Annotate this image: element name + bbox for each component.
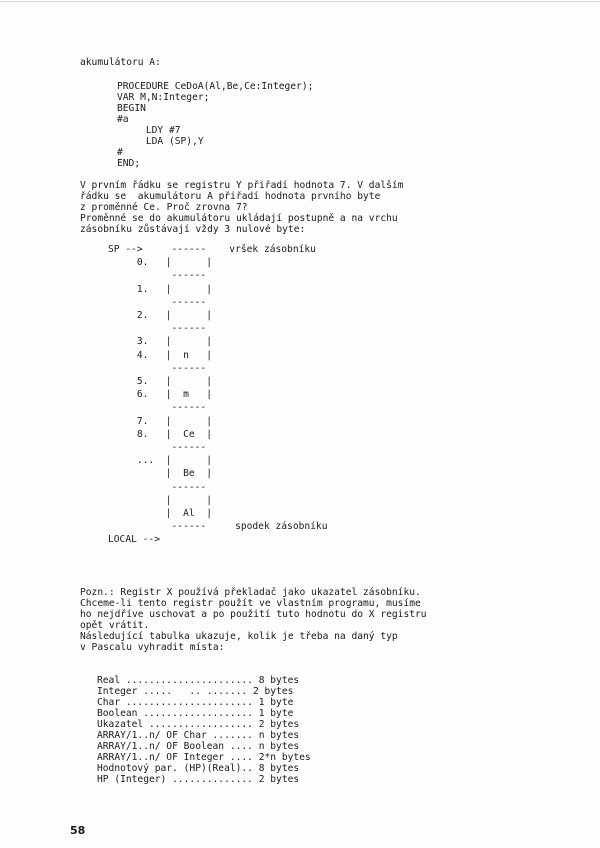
stack-line: 7. | | bbox=[108, 415, 212, 427]
stack-line: | Be | bbox=[108, 468, 212, 480]
code-line: PROCEDURE CeDoA(Al,Be,Ce:Integer); bbox=[117, 81, 314, 92]
text-line: ho nejdříve uschovat a po použití tuto hodnotu do X registru bbox=[80, 609, 427, 620]
text-line: Následující tabulka ukazuje, kolik je třeba na daný typ bbox=[80, 631, 398, 642]
stack-line: | Al | bbox=[108, 508, 212, 520]
stack-line: 6. | m | bbox=[108, 389, 212, 401]
code-line: BEGIN bbox=[117, 103, 146, 114]
table-row: Integer ..... .. ....... 2 bytes bbox=[97, 686, 294, 697]
table-row: Real ...................... 8 bytes bbox=[97, 675, 300, 686]
type-size-table bbox=[97, 675, 311, 785]
table-row: HP (Integer) .............. 2 bytes bbox=[97, 774, 300, 785]
code-line: VAR M,N:Integer; bbox=[117, 92, 210, 103]
table-row: Ukazatel .................. 2 bytes bbox=[97, 719, 300, 730]
text-line: zásobníku zůstávají vždy 3 nulové byte: bbox=[80, 224, 306, 235]
stack-line: 5. | | bbox=[108, 376, 212, 388]
code-line: END; bbox=[117, 158, 141, 169]
stack-line: LOCAL --> bbox=[108, 534, 160, 546]
text-line: V prvním řádku se registru Y přiřadí hodnota 7. V dalším bbox=[80, 180, 404, 191]
code-block bbox=[117, 81, 313, 169]
text-line: z proměnné Ce. Proč zrovna 7? bbox=[80, 202, 248, 213]
scan-edge bbox=[0, 1, 600, 2]
table-row: ARRAY/1..n/ OF Integer .... 2*n bytes bbox=[97, 752, 311, 763]
paragraph-2 bbox=[80, 587, 427, 653]
stack-line: ------ bbox=[108, 481, 207, 493]
stack-line: ------ bbox=[108, 442, 207, 454]
text-line: Pozn.: Registr X používá překladač jako ukazatel zásobníku. bbox=[80, 587, 421, 598]
code-line: # bbox=[117, 147, 123, 158]
table-row: Hodnotový par. (HP)(Real).. 8 bytes bbox=[97, 763, 300, 774]
stack-line: ... | | bbox=[108, 455, 212, 467]
text-line: Proměnné se do akumulátoru ukládají postupně a na vrchu bbox=[80, 213, 398, 224]
stack-line: ------ bbox=[108, 323, 207, 335]
stack-line: ------ bbox=[108, 270, 207, 282]
stack-line: SP --> ------ vršek zásobníku bbox=[108, 244, 316, 255]
code-line: #a bbox=[117, 114, 129, 125]
table-row: Char ...................... 1 byte bbox=[97, 697, 294, 708]
table-row: Boolean ................... 1 byte bbox=[97, 708, 294, 719]
stack-line: 8. | Ce | bbox=[108, 428, 212, 440]
code-line: LDA (SP),Y bbox=[117, 136, 204, 147]
paragraph-1 bbox=[80, 180, 403, 235]
stack-diagram bbox=[108, 243, 328, 547]
stack-line: 1. | | bbox=[108, 283, 212, 295]
stack-line: 3. | | bbox=[108, 336, 212, 348]
stack-line: 2. | | bbox=[108, 310, 212, 322]
table-row: ARRAY/1..n/ OF Char ....... n bytes bbox=[97, 730, 300, 741]
code-line: LDY #7 bbox=[117, 125, 181, 136]
stack-line: 4. | n | bbox=[108, 349, 212, 361]
stack-line: 0. | | bbox=[108, 257, 212, 269]
stack-line: ------ bbox=[108, 402, 207, 414]
stack-line: | | bbox=[108, 494, 212, 506]
stack-line: ------ spodek zásobníku bbox=[108, 521, 328, 533]
page-number: 58 bbox=[70, 824, 86, 837]
table-row: ARRAY/1..n/ OF Boolean .... n bytes bbox=[97, 741, 300, 752]
text-line: Chceme-li tento registr použít ve vlastním programu, musíme bbox=[80, 598, 421, 609]
text-line: řádku se akumulátoru A přiřadí hodnota prvního byte bbox=[80, 191, 381, 202]
stack-line: ------ bbox=[108, 296, 207, 308]
text-line: opět vrátit. bbox=[80, 620, 150, 631]
intro-line: akumulátoru A: bbox=[80, 57, 161, 68]
text-line: v Pascalu vyhradit místa: bbox=[80, 642, 225, 653]
stack-line: ------ bbox=[108, 362, 207, 374]
